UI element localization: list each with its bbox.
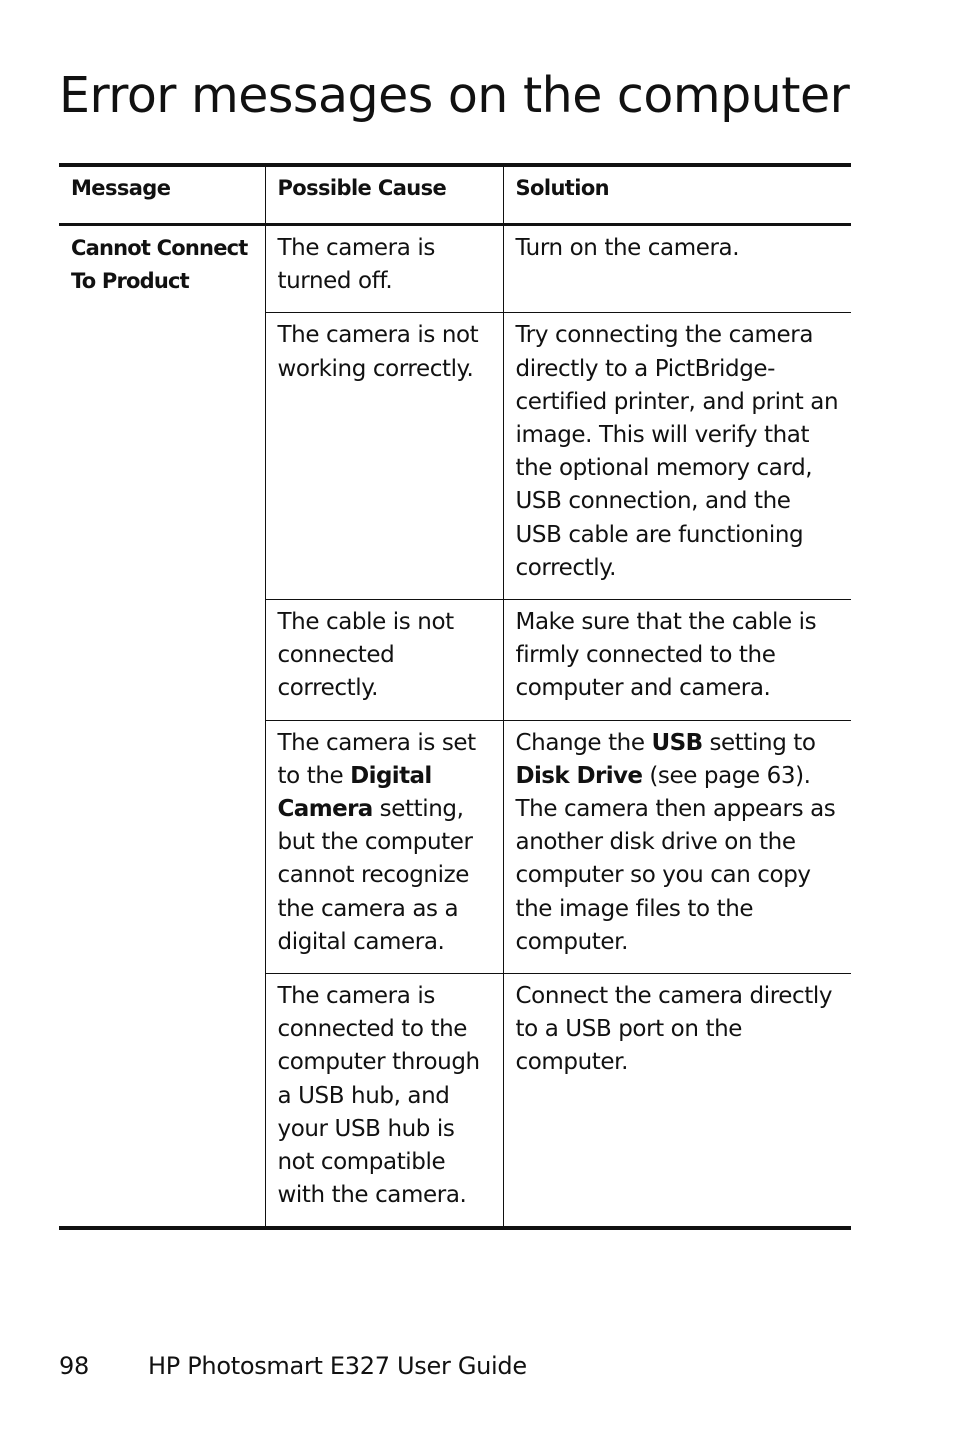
disk-drive-setting: Disk Drive <box>515 762 643 789</box>
cause-cell <box>265 720 503 973</box>
message-cannot-connect: Cannot Connect To Product <box>71 236 248 294</box>
cause-cell: The camera is connected to the computer through a USB hub, and your USB hub is not compatible with the camera. <box>265 974 503 1229</box>
solution-cell: Try connecting the camera directly to a PictBridge-certified printer, and print an image. This will verify that the optional memory card, USB connection, and the USB cable are functioning correctly. <box>503 313 851 600</box>
solution-cell: Connect the camera directly to a USB port on the computer. <box>503 974 851 1229</box>
guide-title: HP Photosmart E327 User Guide <box>148 1352 527 1380</box>
table-row <box>59 225 851 313</box>
cause-cell: The cable is not connected correctly. <box>265 600 503 721</box>
cause-cell: The camera is turned off. <box>265 225 503 313</box>
digital-camera-setting: Digital Camera <box>277 762 432 823</box>
page-footer <box>59 1350 527 1382</box>
page-title: Error messages on the computer <box>59 67 850 124</box>
cause-text: setting, but the computer cannot recognize the camera as a digital camera. <box>277 796 473 955</box>
table-header-row <box>59 165 851 225</box>
header-solution: Solution <box>503 165 851 225</box>
solution-text: setting to <box>709 729 816 756</box>
cause-text: The camera is set to the <box>277 729 476 789</box>
solution-cell: Make sure that the cable is firmly connected to the computer and camera. <box>503 600 851 721</box>
cause-cell: The camera is not working correctly. <box>265 313 503 600</box>
usb-setting: USB <box>651 729 703 756</box>
page-number: 98 <box>59 1352 89 1380</box>
solution-cell <box>503 720 851 973</box>
header-possible-cause: Possible Cause <box>265 165 503 225</box>
solution-text: (see page 63). The camera then appears as another disk drive on the computer so you can copy the image files to the computer. <box>515 762 836 955</box>
solution-cell: Turn on the camera. <box>503 225 851 313</box>
header-message: Message <box>59 165 265 225</box>
error-messages-table <box>59 163 851 1230</box>
solution-text: Change the <box>515 729 645 756</box>
